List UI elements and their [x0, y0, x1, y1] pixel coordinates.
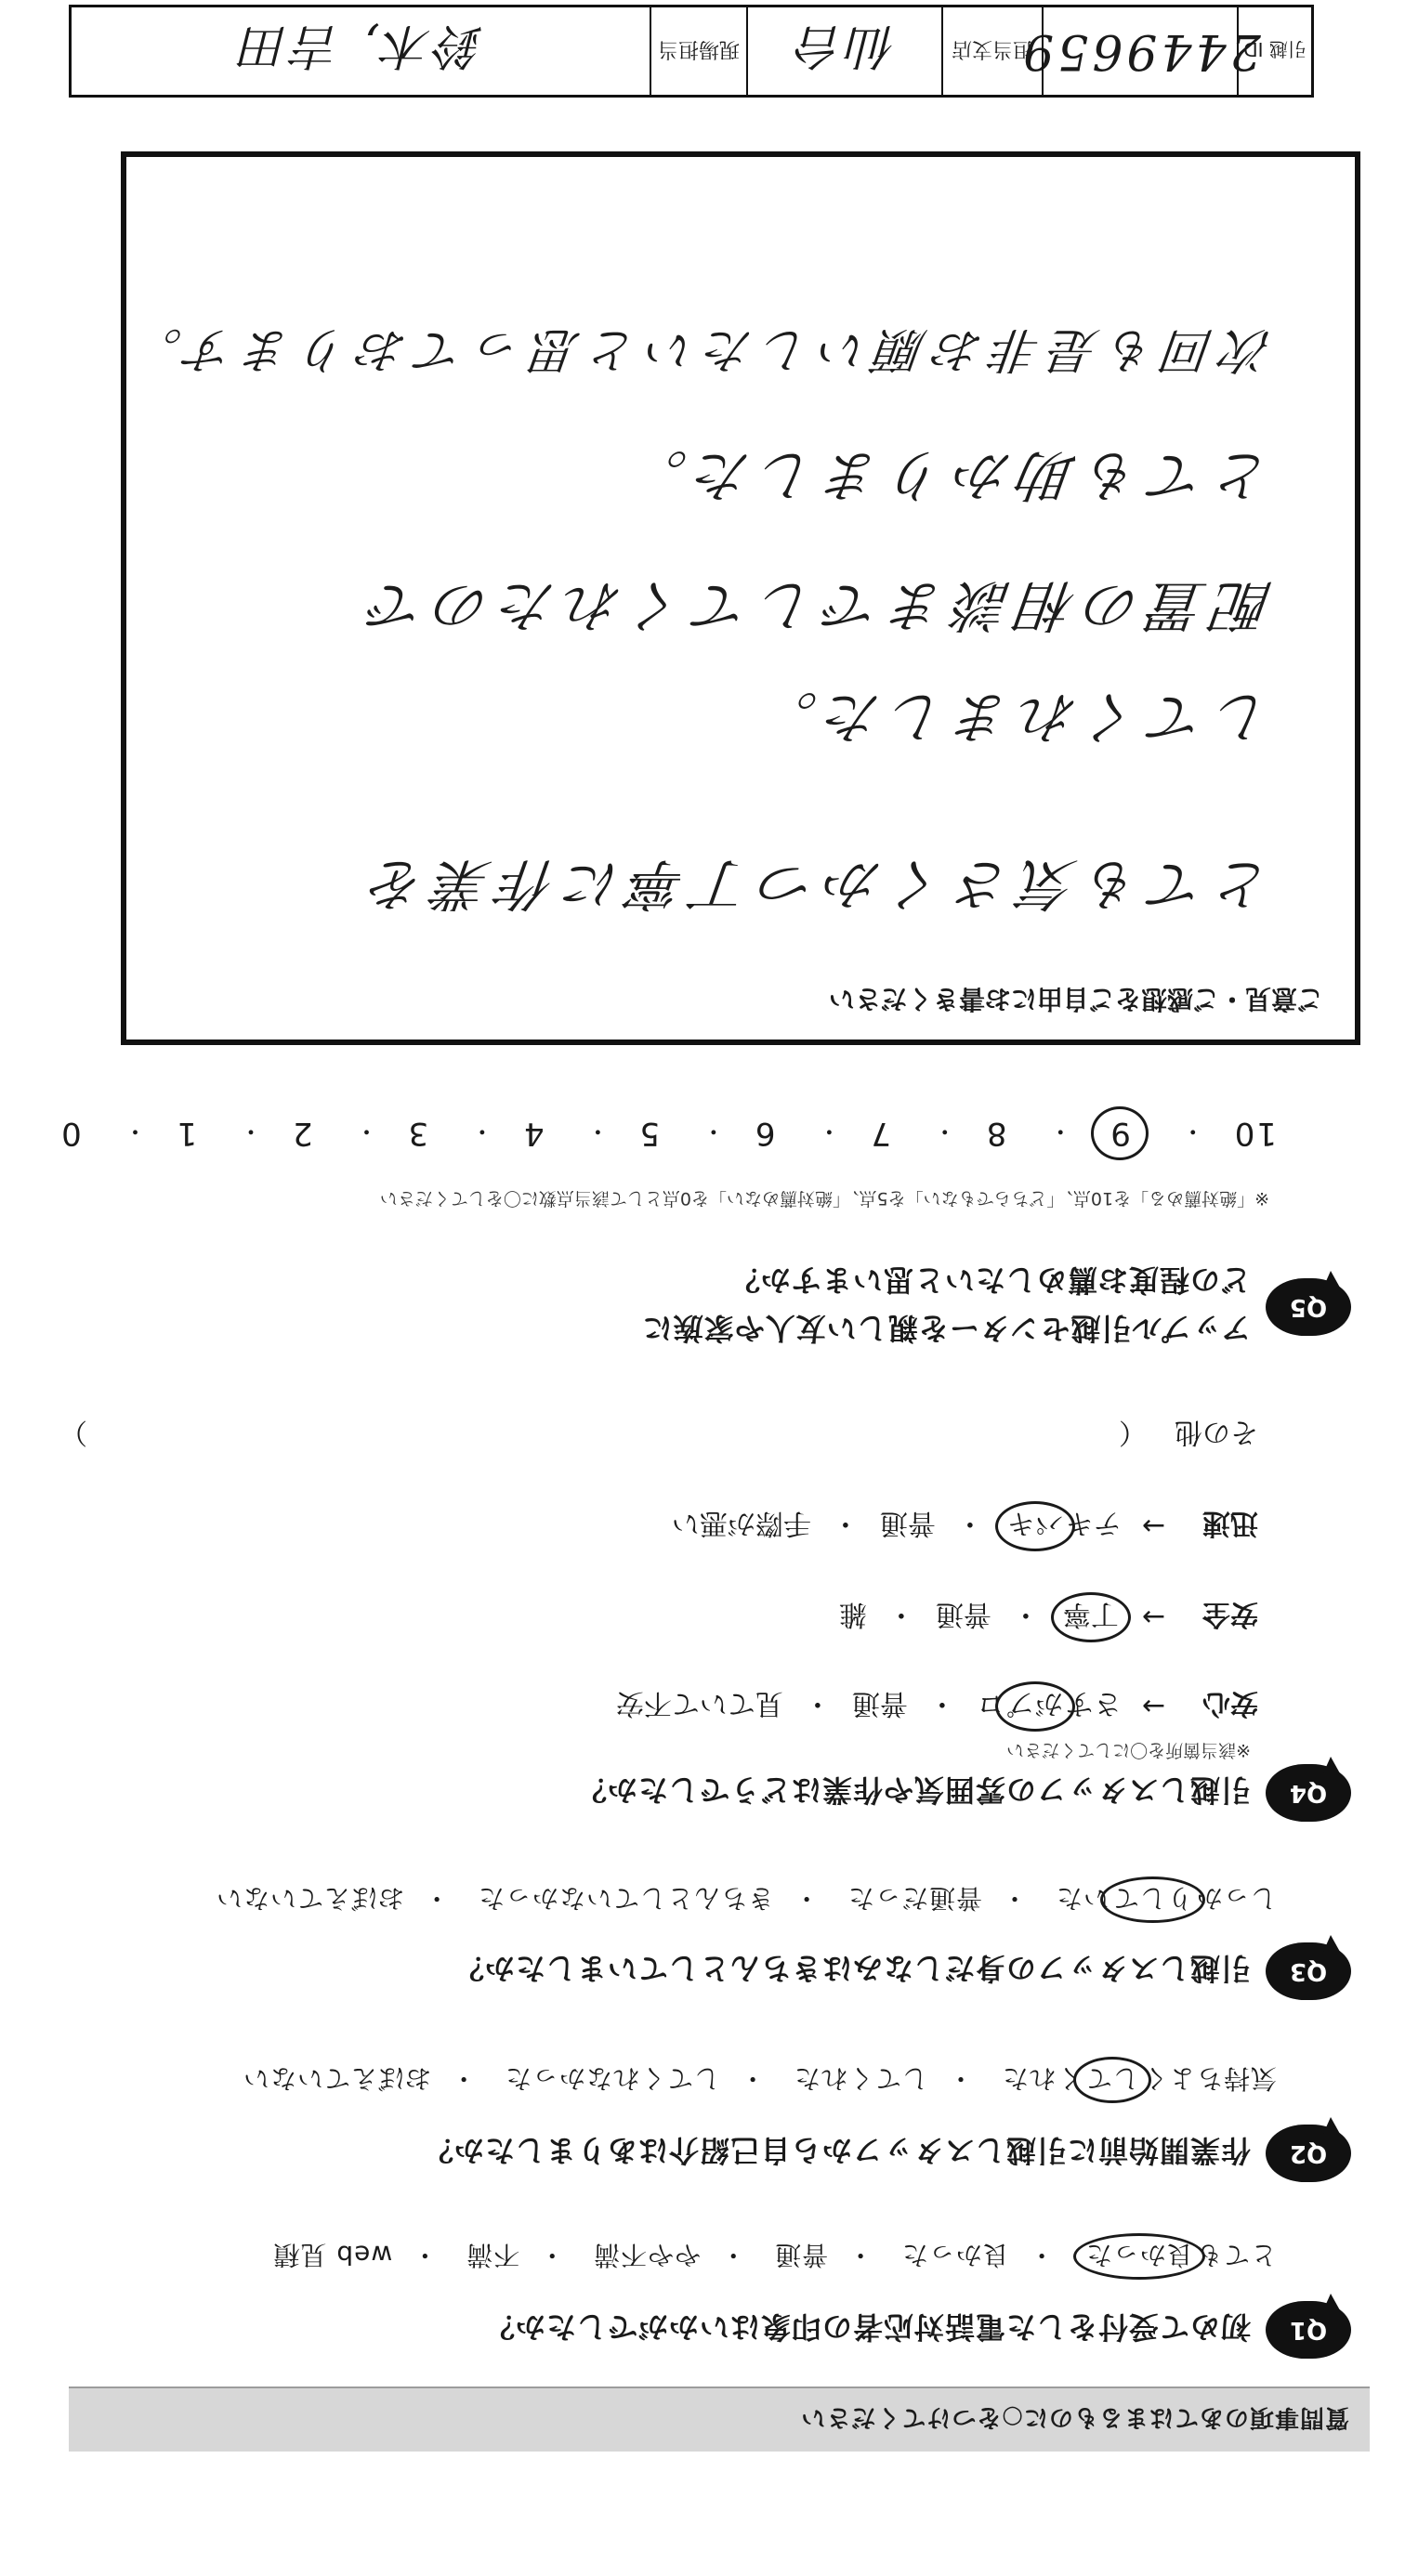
q4-anshin-selected-circle: がプ	[995, 1681, 1075, 1732]
q3-text: 引越しスタッフの身だしなみはきちんとしていましたか？	[453, 1951, 1251, 1986]
score-8[interactable]: 8	[984, 1115, 1007, 1152]
staff-label: 現場担当	[651, 7, 748, 95]
q4-other-open: （	[1119, 1416, 1147, 1448]
score-4[interactable]: 4	[521, 1115, 545, 1152]
comment-title: ご意見・ご感想をご自由にお書きください	[828, 984, 1323, 1014]
q3-option-2[interactable]: 普通だった	[847, 1883, 983, 1914]
info-table	[69, 5, 1314, 98]
comment-line-3: 配置の相談までしてくれたので	[357, 572, 1276, 637]
q4-anzen-option-3[interactable]: 雑	[838, 1598, 867, 1630]
comment-line-4: とても助かりました。	[617, 442, 1276, 507]
q2-option-2[interactable]: してくれた	[794, 2063, 929, 2094]
branch-label: 担当支店	[943, 7, 1044, 95]
instruction-text: 質問事項のあてはまるものに○をつけてください	[800, 2403, 1349, 2432]
q3-option-1[interactable]: しっかりしていた	[1056, 1883, 1277, 1914]
q4-badge: Q4	[1266, 1759, 1351, 1825]
q4-row-jinsoku-label: 迅速	[1202, 1507, 1258, 1539]
q2-option-1[interactable]: 気持ちよくしてくれた	[1002, 2063, 1277, 2094]
q5-note: ※「絶対薦める」を10点、「どちらでもない」を5点、「絶対薦めない」を0点として該当点数に〇をしてください	[379, 1188, 1269, 1209]
q4-anzen-option-2[interactable]: 普通	[935, 1598, 991, 1630]
instruction-banner	[69, 2386, 1370, 2452]
q3-option-3[interactable]: きちんとしていなかった	[478, 1883, 775, 1914]
q1-option-6[interactable]: web 見積	[272, 2240, 393, 2270]
comment-line-5: 次回も是非お願いしたいと思っております。	[120, 321, 1275, 377]
q4-jinsoku-selected-circle: パキ	[995, 1501, 1075, 1551]
arrow-icon: →	[1141, 1690, 1165, 1723]
q2-option-3[interactable]: してくれなかった	[505, 2063, 721, 2094]
score-7[interactable]: 7	[869, 1115, 891, 1152]
q2-text: 作業開始前に引越しスタッフから自己紹介はありましたか？	[422, 2133, 1251, 2168]
q4-jinsoku-option-2[interactable]: 普通	[879, 1507, 936, 1539]
q5-question	[642, 1261, 1351, 1352]
q2-badge: Q2	[1266, 2119, 1351, 2186]
q4-anshin-option-2[interactable]: 普通	[851, 1687, 908, 1720]
q4-text: 引越しスタッフの雰囲気や作業はどうでしたか？	[575, 1772, 1251, 1808]
q4-row-anzen: 安全 → 丁寧 ・ 普通 ・ 雑	[839, 1597, 1258, 1638]
id-value: 2449659	[1044, 7, 1239, 95]
q4-jinsoku-option-3[interactable]: 手際が悪い	[671, 1507, 811, 1539]
comment-line-2: してくれました。	[747, 684, 1276, 749]
q1-option-2[interactable]: 良かった	[901, 2240, 1010, 2270]
q1-text: 初めて受付をした電話対応者の印象はいかがでしたか？	[483, 2309, 1251, 2345]
comment-line-1: とても気さくかつ丁寧に作業を	[357, 851, 1276, 916]
score-3[interactable]: 3	[406, 1115, 429, 1152]
q5-text-line1: アップル引越センターを親しい友人や家族に	[641, 1311, 1251, 1346]
branch-value: 仙台	[748, 7, 943, 95]
q4-row-anshin: 安心 → さすがプロ ・ 普通 ・ 見ていて不安	[616, 1686, 1258, 1727]
q4-question	[576, 1759, 1351, 1825]
arrow-icon: →	[1141, 1510, 1165, 1543]
score-5[interactable]: 5	[637, 1115, 661, 1152]
q3-selected-circle: りして	[1100, 1876, 1205, 1923]
q4-jinsoku-option-1[interactable]: テキパキ	[1005, 1506, 1122, 1547]
score-10[interactable]: 10	[1232, 1115, 1277, 1152]
q1-option-5[interactable]: 不満	[466, 2240, 520, 2270]
q3-options: しっかりしていた ・普通だった ・きちんとしていなかった ・おぼえていない	[216, 1881, 1277, 1918]
q4-other-row	[59, 1415, 1258, 1456]
q5-text-line2: どの程度お薦めしたいと思いますか？	[729, 1262, 1251, 1298]
q5-scores: 10・ 9・ 8・ 7・ 6・ 5・ 4・ 3・ 2・ 1・ 0	[59, 1112, 1277, 1155]
q1-option-1[interactable]: とても良かった	[1083, 2240, 1277, 2270]
q4-anshin-option-3[interactable]: 見ていて不安	[615, 1687, 783, 1720]
q2-options: 気持ちよくしてくれた ・してくれた ・してくれなかった ・おぼえていない	[243, 2061, 1277, 2099]
q1-selected-circle: 良かった	[1073, 2233, 1205, 2280]
score-2[interactable]: 2	[290, 1115, 313, 1152]
comment-box[interactable]	[121, 151, 1360, 1045]
q2-option-4[interactable]: おぼえていない	[243, 2063, 432, 2094]
q2-selected-circle: して	[1073, 2057, 1151, 2103]
q2-question	[423, 2119, 1351, 2186]
score-9[interactable]: 9	[1091, 1106, 1149, 1160]
q3-badge: Q3	[1266, 1937, 1351, 2004]
id-label: 引越 ID	[1243, 38, 1307, 61]
q4-anshin-option-1[interactable]: さすがプロ	[977, 1686, 1122, 1727]
q5-badge: Q5	[1266, 1273, 1351, 1340]
staff-value: 鈴木, 吉田	[72, 7, 651, 95]
q1-option-3[interactable]: 普通	[774, 2240, 829, 2270]
score-1[interactable]: 1	[175, 1115, 198, 1152]
q4-row-anzen-label: 安全	[1202, 1598, 1258, 1630]
q4-other-close: ）	[59, 1416, 87, 1448]
q4-row-anshin-label: 安心	[1202, 1687, 1258, 1720]
q4-row-jinsoku: 迅速 → テキパキ ・ 普通 ・ 手際が悪い	[672, 1506, 1258, 1547]
q3-question	[453, 1937, 1351, 2004]
q4-note: ※該当箇所を〇にしてください	[1006, 1740, 1251, 1760]
q4-other-label: その他	[1175, 1416, 1258, 1448]
score-6[interactable]: 6	[753, 1115, 776, 1152]
q1-options: とても良かった ・良かった ・普通 ・やや不満 ・不満 ・web 見積	[272, 2238, 1277, 2275]
q1-option-4[interactable]: やや不満	[593, 2240, 702, 2270]
arrow-icon: →	[1141, 1601, 1165, 1634]
q4-anzen-option-1[interactable]: 丁寧	[1051, 1592, 1131, 1642]
q1-question	[484, 2295, 1351, 2362]
q3-option-4[interactable]: おぼえていない	[216, 1883, 405, 1914]
score-0[interactable]: 0	[59, 1115, 82, 1152]
q1-badge: Q1	[1266, 2295, 1351, 2362]
